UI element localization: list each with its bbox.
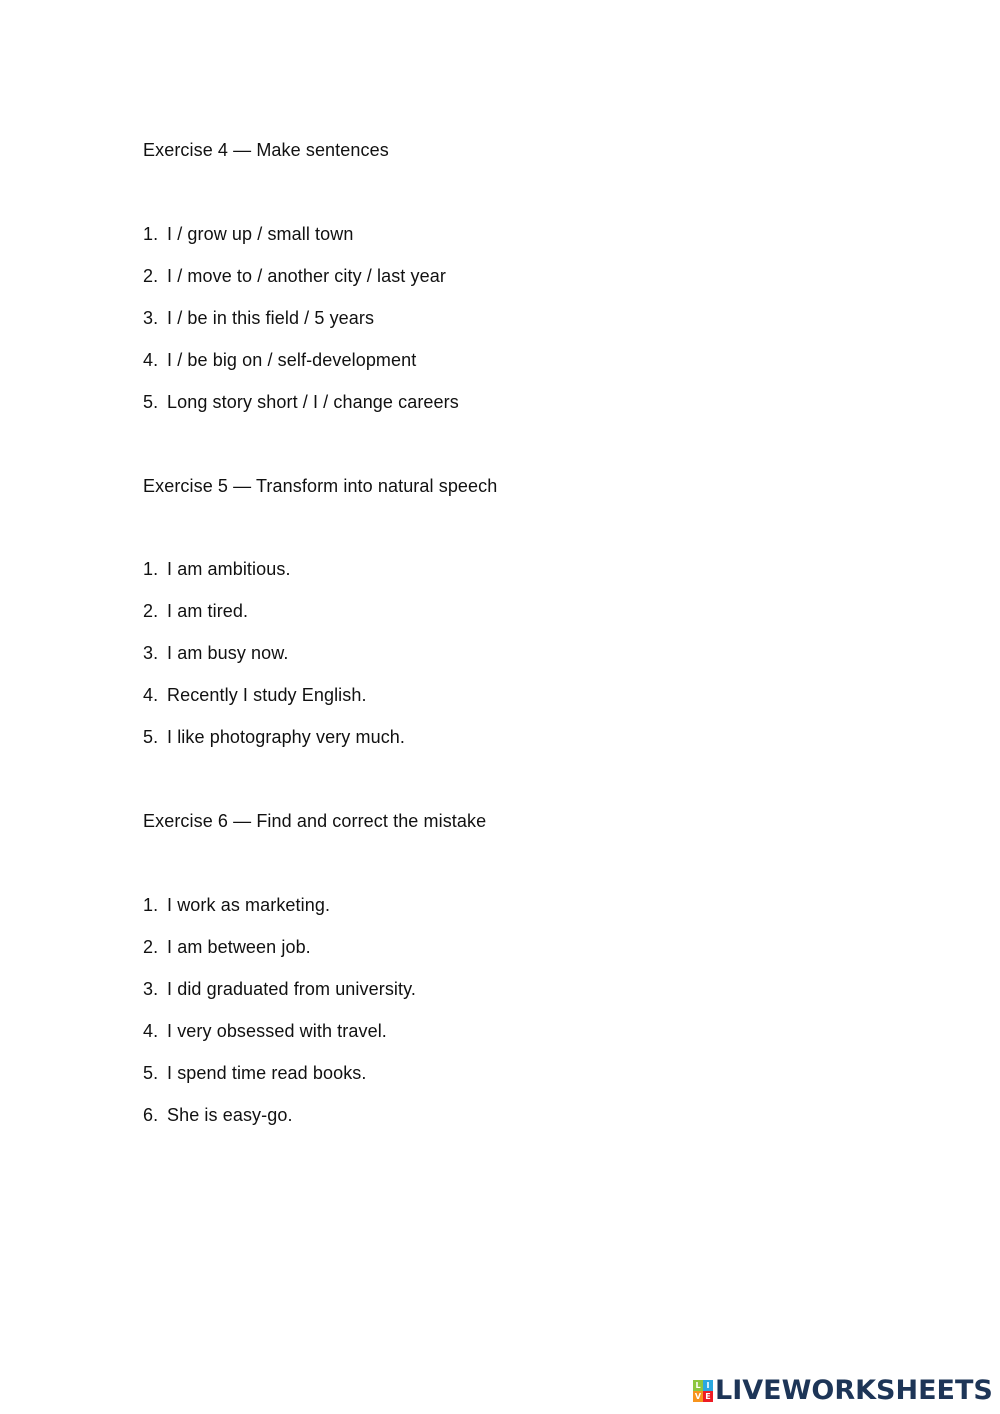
item-number: 4. xyxy=(143,685,159,705)
item-number: 1. xyxy=(143,895,159,915)
exercise-6-heading: Exercise 6 — Find and correct the mistake xyxy=(143,811,487,831)
logo-text: LIVEWORKSHEETS xyxy=(715,1375,993,1406)
item-text: I / move to / another city / last year xyxy=(167,266,446,286)
item-number: 3. xyxy=(143,308,159,328)
item-number: 3. xyxy=(143,979,159,999)
item-text: I / grow up / small town xyxy=(167,224,354,244)
item-number: 4. xyxy=(143,1021,159,1041)
liveworksheets-logo xyxy=(693,1374,993,1408)
logo-mark-letter-i: I xyxy=(703,1380,713,1391)
item-number: 2. xyxy=(143,601,159,621)
item-text: I / be big on / self-development xyxy=(167,350,417,370)
exercise-6-item-1 xyxy=(143,894,330,916)
item-number: 2. xyxy=(143,937,159,957)
item-text: She is easy-go. xyxy=(167,1105,293,1125)
logo-mark-letter-e: E xyxy=(703,1391,713,1402)
item-number: 2. xyxy=(143,266,159,286)
exercise-6-item-2 xyxy=(143,936,311,958)
item-text: I am ambitious. xyxy=(167,559,291,579)
item-text: I am busy now. xyxy=(167,643,289,663)
exercise-5-item-2 xyxy=(143,600,248,622)
item-text: Recently I study English. xyxy=(167,685,367,705)
exercise-4-item-2 xyxy=(143,265,446,287)
item-text: I work as marketing. xyxy=(167,895,331,915)
item-text: I am tired. xyxy=(167,601,249,621)
logo-mark-letter-v: V xyxy=(694,1392,702,1401)
logo-mark-icon xyxy=(693,1380,713,1402)
exercise-5-item-1 xyxy=(143,558,291,580)
exercise-6-item-5 xyxy=(143,1062,367,1084)
exercise-5-item-3 xyxy=(143,642,288,664)
item-text: I like photography very much. xyxy=(167,727,406,747)
item-text: I / be in this field / 5 years xyxy=(167,308,375,328)
item-text: Long story short / I / change careers xyxy=(167,392,459,412)
item-text: I spend time read books. xyxy=(167,1063,367,1083)
item-number: 1. xyxy=(143,559,159,579)
logo-mark-letter-l: L xyxy=(693,1380,703,1391)
exercise-6-item-4 xyxy=(143,1020,387,1042)
item-text: I am between job. xyxy=(167,937,311,957)
item-number: 1. xyxy=(143,224,159,244)
item-number: 5. xyxy=(143,1063,159,1083)
exercise-6-item-6 xyxy=(143,1104,293,1126)
item-number: 6. xyxy=(143,1105,159,1125)
item-text: I very obsessed with travel. xyxy=(167,1021,387,1041)
exercise-5-item-4 xyxy=(143,684,367,706)
item-number: 3. xyxy=(143,643,159,663)
exercise-4-heading: Exercise 4 — Make sentences xyxy=(143,140,389,160)
exercise-5-item-5 xyxy=(143,726,405,748)
exercise-4-item-1 xyxy=(143,223,353,245)
exercise-4-item-3 xyxy=(143,307,374,329)
item-number: 5. xyxy=(143,727,159,747)
exercise-5-heading: Exercise 5 — Transform into natural speech xyxy=(143,476,498,496)
item-number: 5. xyxy=(143,392,159,412)
exercise-6-item-3 xyxy=(143,978,416,1000)
item-text: I did graduated from university. xyxy=(167,979,416,999)
item-number: 4. xyxy=(143,350,159,370)
exercise-4-item-5 xyxy=(143,391,459,413)
exercise-4-item-4 xyxy=(143,349,416,371)
